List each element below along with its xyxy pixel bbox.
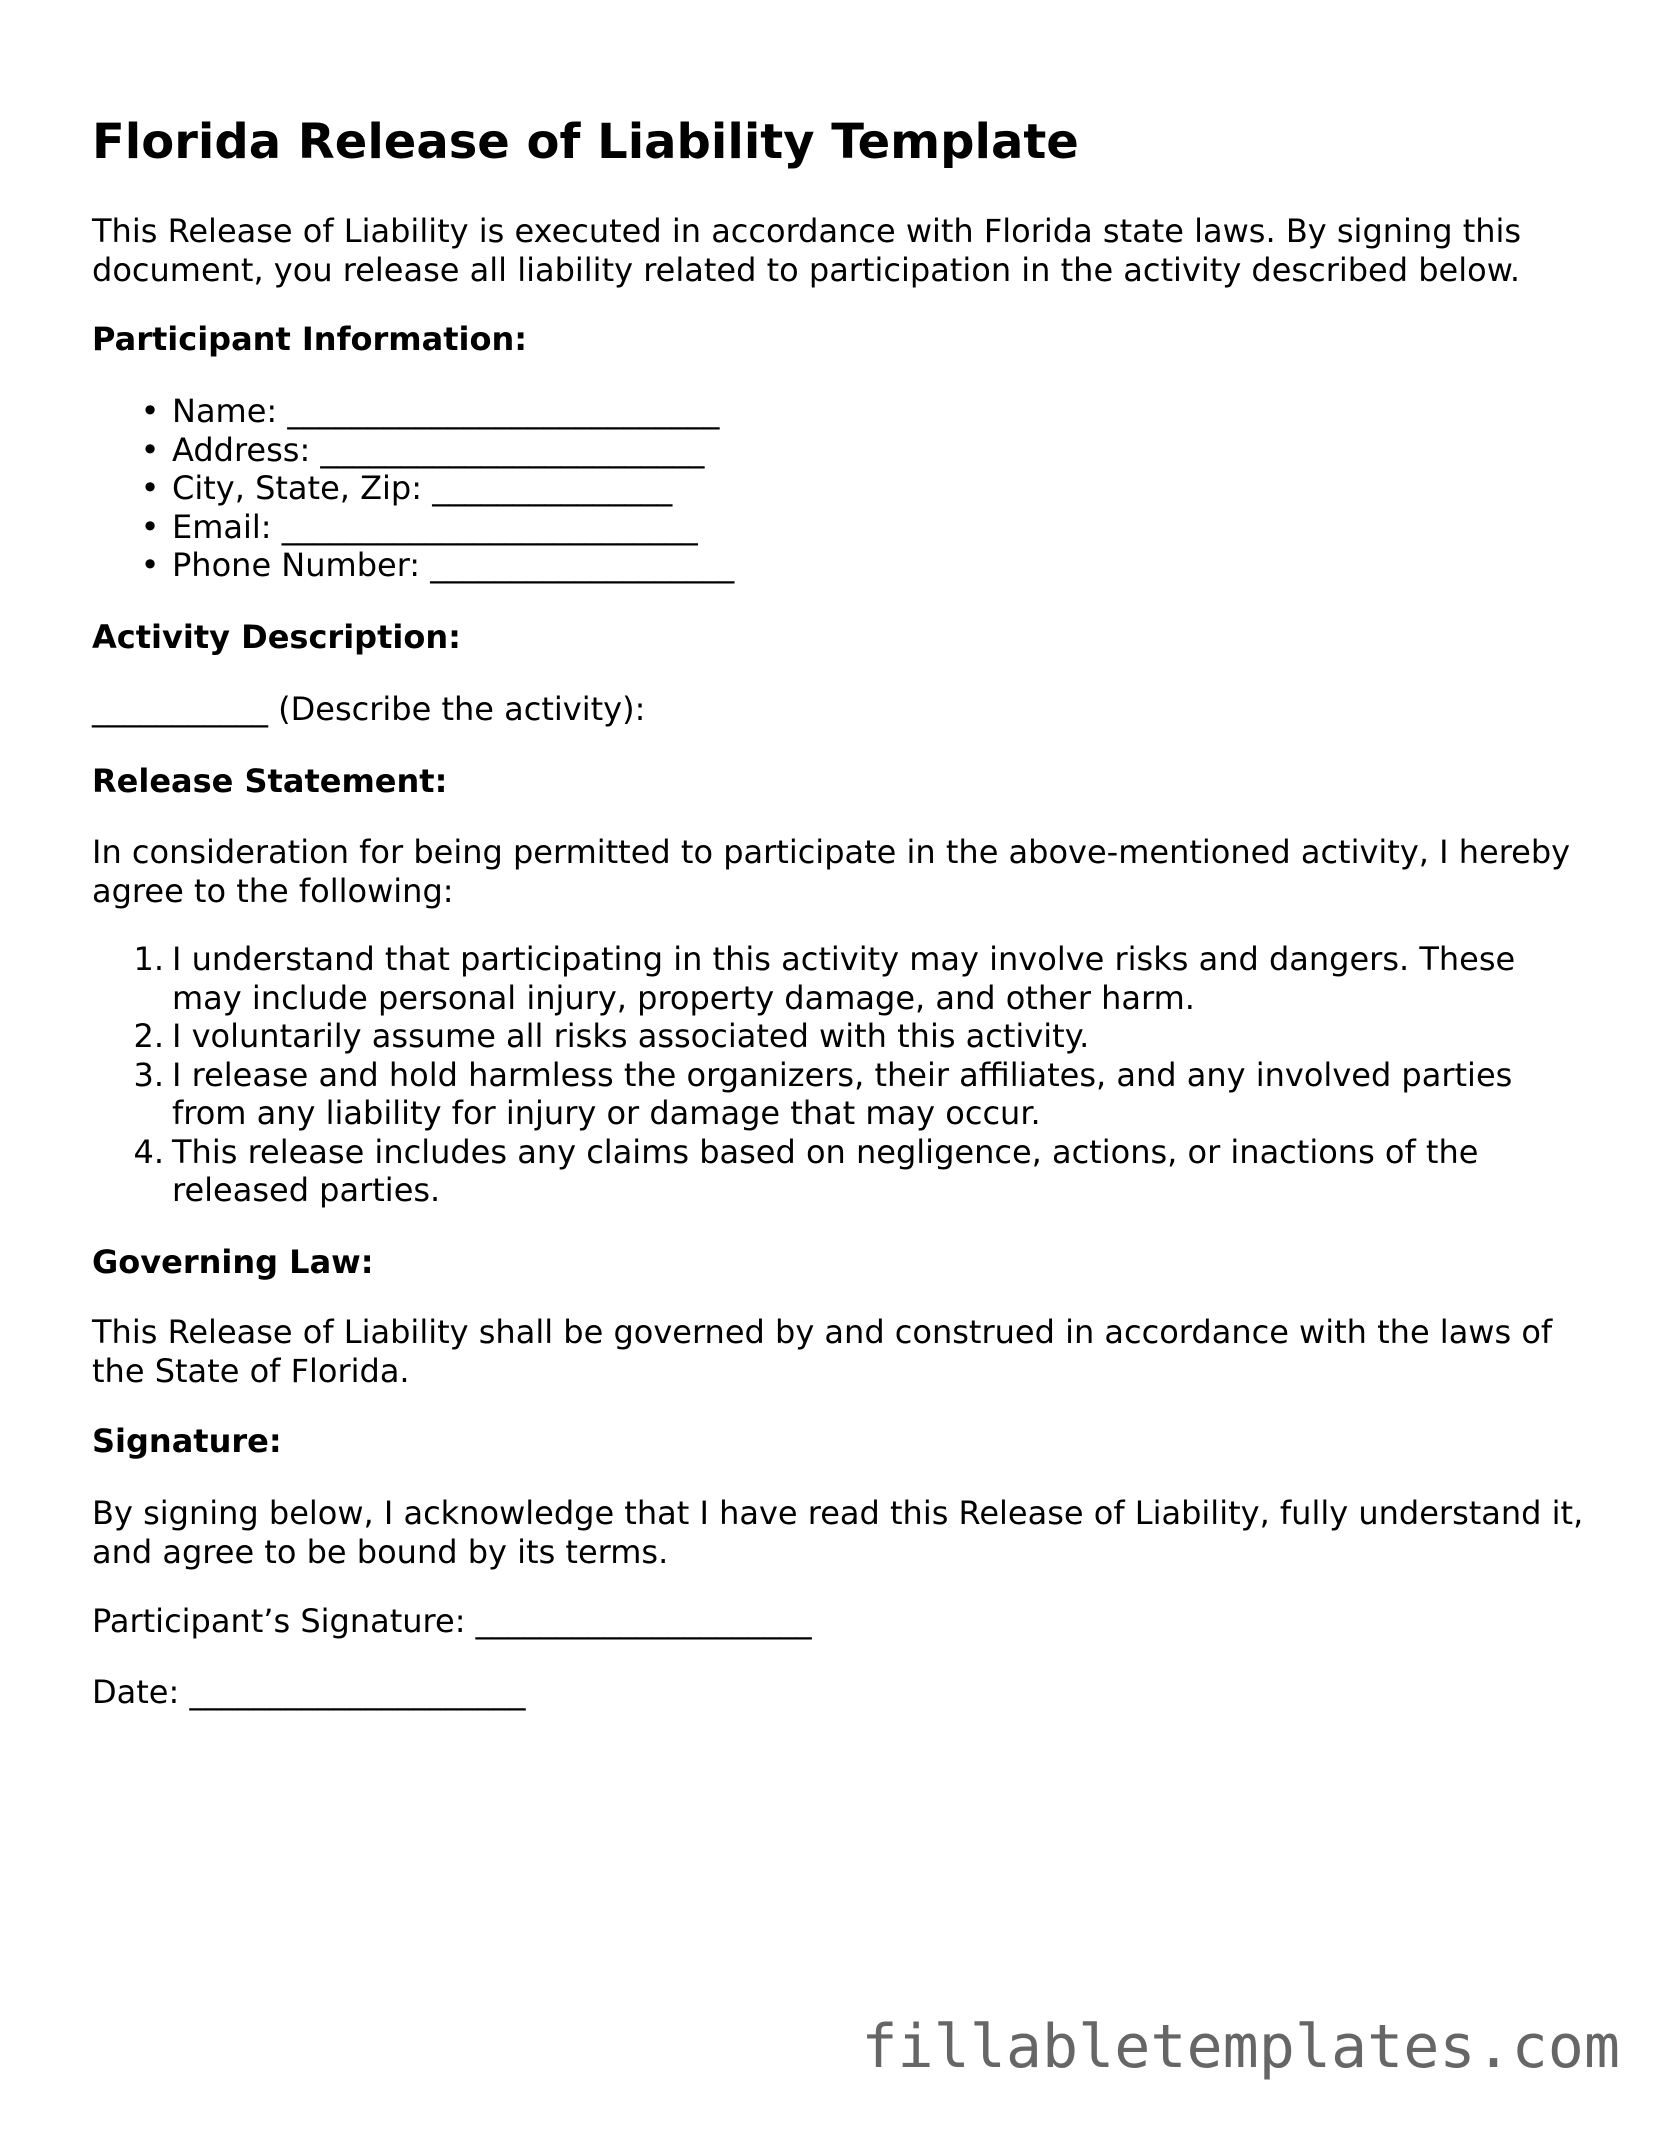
item-number: 1. — [133, 940, 164, 978]
item-number: 2. — [133, 1017, 164, 1055]
list-item — [92, 940, 1592, 1017]
list-item — [92, 1133, 1592, 1210]
activity-heading: Activity Description: — [92, 618, 461, 656]
participant-signature-line: Participant’s Signature: _____________________ — [92, 1602, 812, 1640]
release-heading: Release Statement: — [92, 762, 448, 800]
list-item — [92, 508, 1592, 547]
list-item — [92, 1056, 1592, 1133]
release-intro: In consideration for being permitted to participate in the above-mentioned activity, I hereby agree to the following: — [92, 833, 1571, 910]
phone-field: Phone Number: ___________________ — [172, 546, 735, 584]
participant-heading: Participant Information: — [92, 320, 528, 358]
intro-paragraph: This Release of Liability is executed in accordance with Florida state laws. By signing this document, you release all liability related to participation in the activity described below. — [92, 212, 1522, 289]
watermark-logo: fillabletemplates.com — [861, 2012, 1620, 2082]
release-term: I release and hold harmless the organizers, their affiliates, and any involved parties from any liability for injury or damage that may occur. — [172, 1055, 1513, 1132]
bullet-icon: • — [140, 392, 160, 430]
release-term: This release includes any claims based on negligence, actions, or inactions of the released parties. — [172, 1132, 1479, 1209]
governing-law-text: This Release of Liability shall be governed by and construed in accordance with the laws of the State of Florida. — [92, 1313, 1553, 1390]
bullet-icon: • — [140, 507, 160, 546]
email-field: Email: __________________________ — [172, 507, 698, 546]
signature-heading: Signature: — [92, 1422, 282, 1460]
release-term: I understand that participating in this activity may involve risks and dangers. These may include personal injury, property damage, and other harm. — [172, 940, 1516, 1017]
bullet-icon: • — [140, 430, 160, 469]
list-item — [92, 469, 1592, 508]
address-field: Address: ________________________ — [172, 430, 705, 469]
list-item — [92, 546, 1592, 585]
document-title: Florida Release of Liability Template — [92, 114, 1079, 170]
item-number: 3. — [133, 1055, 164, 1094]
signature-acknowledgement: By signing below, I acknowledge that I have read this Release of Liability, fully understand it, and agree to be bound by its terms. — [92, 1494, 1584, 1571]
participant-fields-list — [92, 392, 1592, 585]
item-number: 4. — [133, 1132, 164, 1171]
list-item — [92, 431, 1592, 470]
name-field: Name: ___________________________ — [172, 392, 720, 430]
list-item — [92, 1017, 1592, 1056]
activity-description: ___________ (Describe the activity): — [92, 690, 646, 728]
date-line: Date: _____________________ — [92, 1673, 526, 1711]
release-term: I voluntarily assume all risks associated with this activity. — [172, 1017, 1090, 1055]
governing-law-heading: Governing Law: — [92, 1243, 374, 1281]
list-item — [92, 392, 1592, 431]
bullet-icon: • — [140, 469, 160, 507]
city-state-zip-field: City, State, Zip: _______________ — [172, 469, 673, 507]
bullet-icon: • — [140, 546, 160, 584]
release-terms-list — [92, 940, 1592, 1210]
